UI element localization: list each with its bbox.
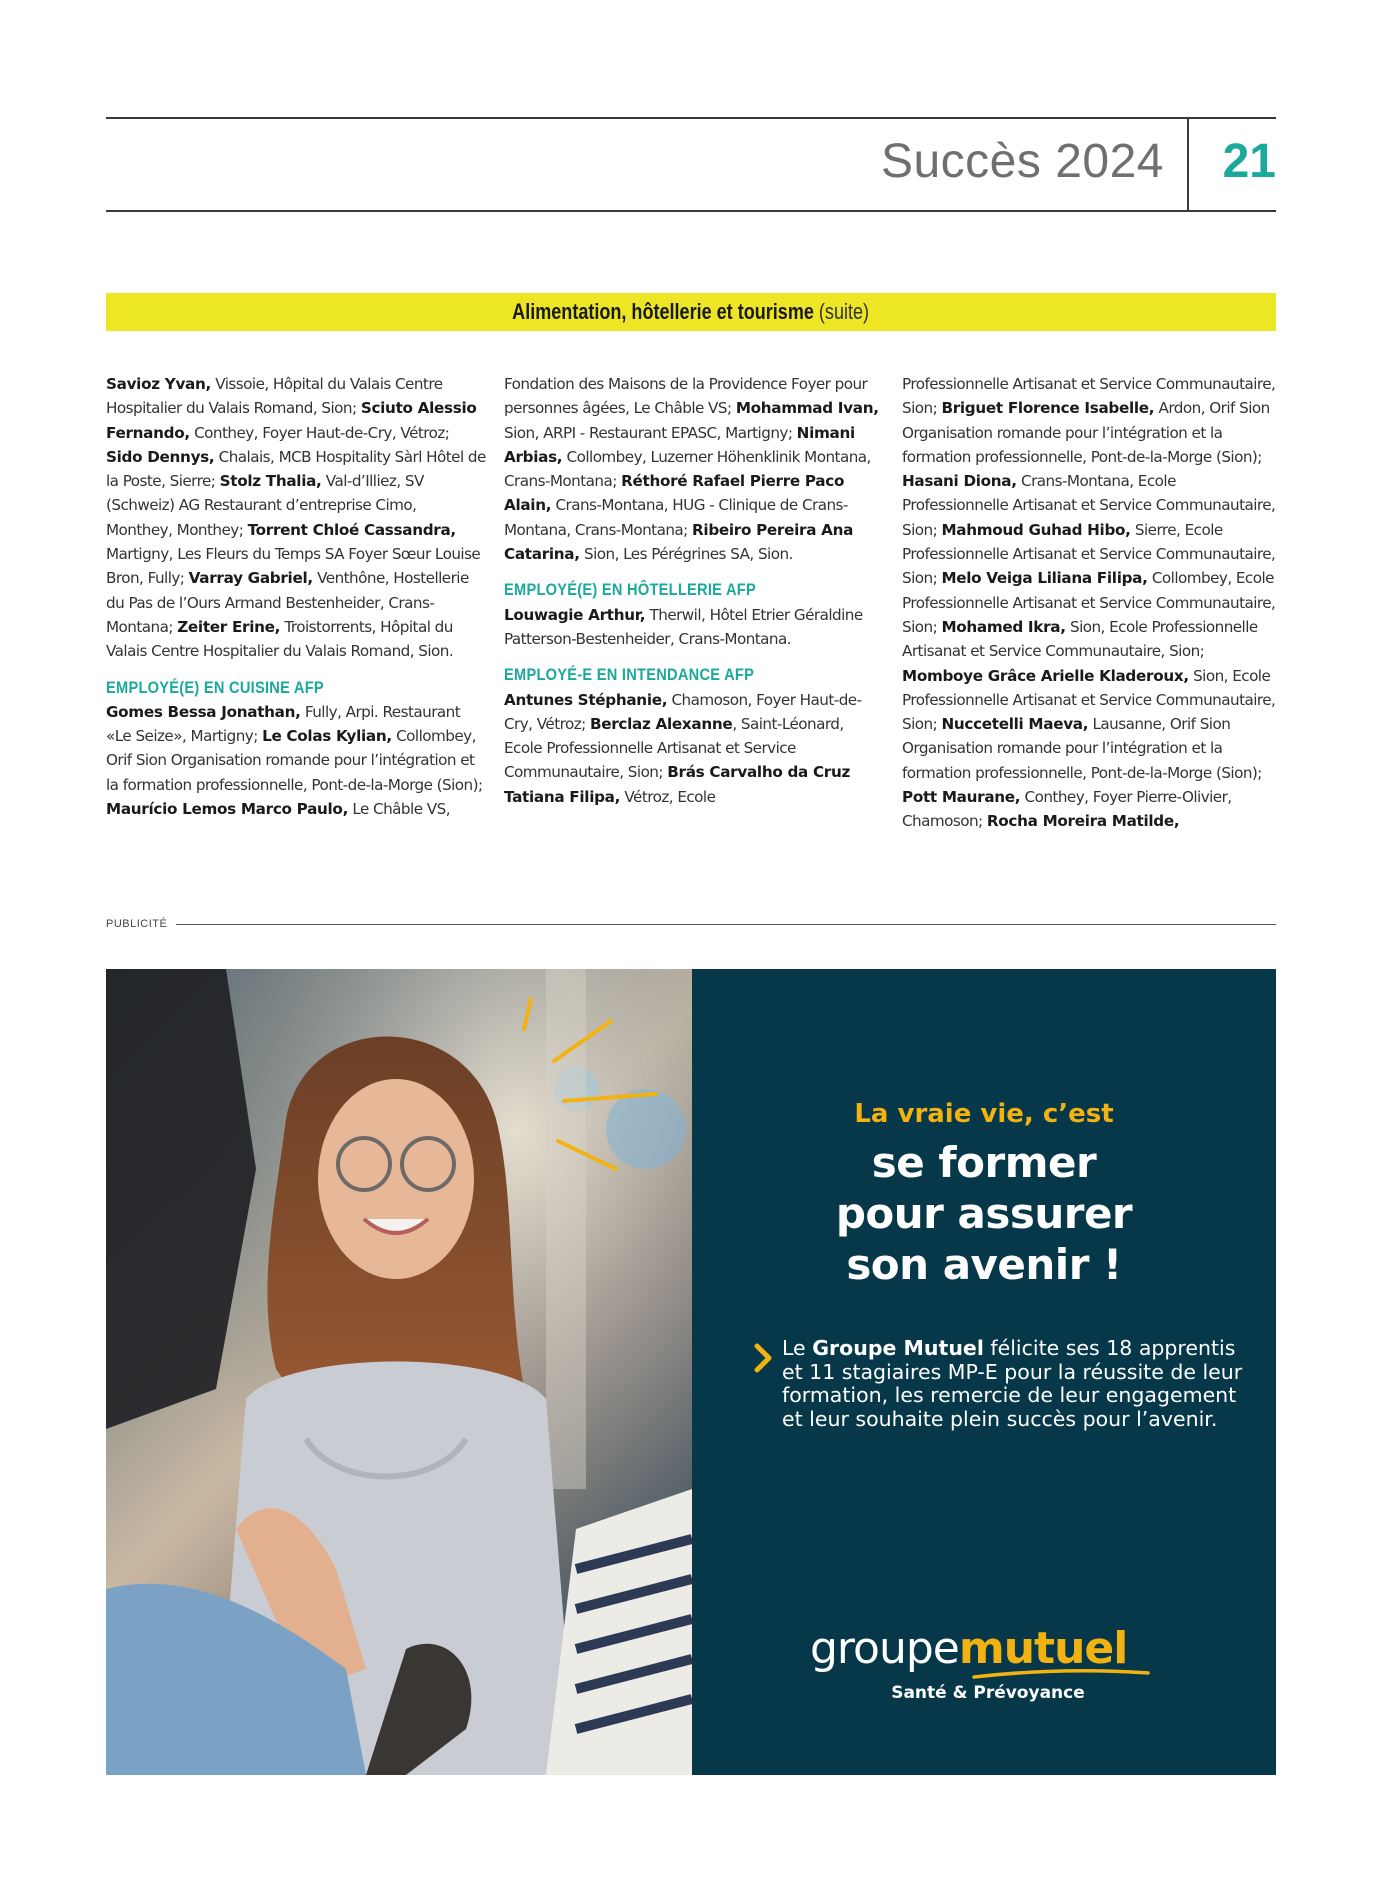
laureate-details: Vétroz, Ecole [620, 787, 716, 806]
laureates-paragraph [902, 372, 1280, 834]
laureates-paragraph [504, 688, 884, 809]
laureate-details: Conthey, Foyer Pierre-Olivier, Chamoson; [902, 788, 1232, 831]
laureate-name: Mahmoud Guhad Hibo, [941, 520, 1131, 539]
laureate-details: Vissoie, Hôpital du Valais Centre Hospitalier du Valais Romand, Sion; [106, 375, 443, 418]
section-title-text: Alimentation, hôtellerie et tourisme [512, 299, 815, 324]
section-title-suffix: (suite) [819, 299, 870, 324]
laureate-details: Crans-Montana, Ecole Professionnelle Artisanat et Service Communautaire, Sion; [902, 472, 1276, 539]
subsection-heading: EMPLOYÉ(E) EN HÔTELLERIE AFP [504, 580, 756, 600]
laureate-details: Therwil, Hôtel Etrier Géraldine Patterson-Bestenheider, Crans-Montana. [504, 605, 863, 648]
laureate-name: Gomes Bessa Jonathan, [106, 702, 301, 721]
laureate-details: Val-d’Illiez, SV (Schweiz) AG Restaurant d’entreprise Cimo, Monthey, Monthey; [106, 472, 424, 539]
header-separator [1187, 117, 1189, 212]
advert-tagline-line-2: pour assurer [835, 1189, 1133, 1238]
advertisement [106, 969, 1276, 1775]
laureate-name: Louwagie Arthur, [504, 605, 646, 624]
logo-text-mutuel: mutuel [958, 1623, 1128, 1674]
laureate-name: Rocha Moreira Matilde, [986, 812, 1180, 831]
section-heading-bar [106, 293, 1276, 331]
advert-panel [692, 969, 1276, 1775]
laureate-details: Sierre, Ecole Professionnelle Artisanat et Service Communautaire, Sion; [902, 520, 1276, 588]
laureate-name: Mohamed Ikra, [941, 617, 1066, 636]
laureate-name: Mohammad Ivan, [735, 399, 879, 418]
laureate-name: Stolz Thalia, [219, 472, 322, 491]
advert-body-brand: Groupe Mutuel [812, 1336, 984, 1360]
laureate-details: Ardon, Orif Sion Organisation romande pour l’intégration et la formation professionnelle, Pont-de-la-Morge (Sion); [902, 399, 1270, 466]
laureate-name: Momboye Grâce Arielle Kladeroux, [902, 666, 1189, 685]
advert-photo-illustration [106, 969, 692, 1775]
laureate-name: Brás Carvalho da Cruz Tatiana Filipa, [504, 763, 851, 806]
laureate-details: Le Châble VS, [348, 800, 450, 819]
laureate-name: Torrent Chloé Cassandra, [247, 520, 456, 539]
laureate-details: Crans-Montana, HUG - Clinique de Crans-Montana, Crans-Montana; [504, 496, 848, 539]
advert-label: PUBLICITÉ [106, 918, 168, 930]
laureate-details: Venthône, Hostellerie du Pas de l’Ours Armand Bestenheider, Crans-Montana; [106, 569, 469, 636]
page-header-title: Succès 2024 [880, 135, 1164, 188]
header-rule-top [106, 117, 1276, 119]
laureate-name: Le Colas Kylian, [262, 727, 392, 746]
laureate-name: Briguet Florence Isabelle, [941, 399, 1155, 418]
header-rule-bottom [106, 210, 1276, 212]
laureate-name: Pott Maurane, [902, 788, 1021, 807]
logo-text-groupe: groupe [810, 1623, 959, 1674]
advert-photo [106, 969, 692, 1775]
laureate-details: Fondation des Maisons de la Providence Foyer pour personnes âgées, Le Châble VS; [504, 375, 868, 418]
laureates-columns [106, 372, 1276, 882]
text-column-2 [504, 372, 884, 882]
subsection-heading: EMPLOYÉ(E) EN CUISINE AFP [106, 677, 324, 697]
text-column-3 [902, 372, 1280, 882]
subsection-heading: EMPLOYÉ-E EN INTENDANCE AFP [504, 665, 755, 685]
laureate-details: Fully, Arpi. Restaurant «Le Seize», Martigny; [106, 702, 461, 746]
laureate-details: Collombey, Luzerner Höhenklinik Montana, Crans-Montana; [504, 447, 871, 491]
laureate-details: Sion, ARPI - Restaurant EPASC, Martigny; [504, 423, 797, 442]
page-number: 21 [1222, 135, 1276, 188]
laureate-name: Maurício Lemos Marco Paulo, [106, 800, 349, 819]
laureate-details: Troistorrents, Hôpital du Valais Centre Hospitalier du Valais Romand, Sion. [106, 617, 454, 661]
laureate-name: Sido Dennys, [106, 447, 215, 466]
advert-body-after: félicite ses 18 apprentis et 11 stagiaires MP-E pour la réussite de leur formation, les remercie de leur engagement et leur souhaite plein succès pour l’avenir. [782, 1336, 1243, 1431]
laureate-name: Ribeiro Pereira Ana Catarina, [504, 520, 854, 564]
laureate-details: Conthey, Foyer Haut-de-Cry, Vétroz; [189, 423, 450, 442]
laureate-details: Sion, Les Pérégrines SA, Sion. [579, 545, 793, 564]
laureate-details: , Saint-Léonard, Ecole Professionnelle Artisanat et Service Communautaire, Sion; [504, 714, 844, 782]
laureate-details: Martigny, Les Fleurs du Temps SA Foyer Sœur Louise Bron, Fully; [106, 545, 481, 588]
advert-tagline-line-1: se former [871, 1138, 1097, 1187]
laureates-paragraph [504, 603, 884, 652]
laureate-name: Sciuto Alessio Fernando, [106, 399, 477, 442]
laureates-paragraph [504, 372, 884, 566]
section-title [513, 293, 870, 331]
laureate-name: Varray Gabriel, [188, 569, 313, 588]
advert-rule [176, 924, 1276, 925]
advert-tagline-small: La vraie vie, c’est [854, 1099, 1114, 1129]
laureate-name: Nuccetelli Maeva, [941, 715, 1089, 734]
advert-tagline-line-3: son avenir ! [846, 1240, 1122, 1289]
laureate-details: Lausanne, Orif Sion Organisation romande pour l’intégration et la formation professionnelle, Pont-de-la-Morge (Sion); [902, 715, 1262, 782]
text-column-1 [106, 372, 486, 882]
logo-subtitle: Santé & Prévoyance [891, 1683, 1085, 1703]
laureate-name: Zeiter Erine, [177, 617, 281, 636]
laureate-details: Chalais, MCB Hospitality Sàrl Hôtel de la Poste, Sierre; [106, 447, 486, 491]
laureates-paragraph [106, 372, 486, 664]
laureate-details: Chamoson, Foyer Haut-de-Cry, Vétroz; [504, 690, 862, 733]
advert-tagline [692, 1137, 1276, 1290]
laureate-details: Professionnelle Artisanat et Service Communautaire, Sion; [902, 375, 1276, 418]
laureate-name: Réthoré Rafael Pierre Paco Alain, [504, 472, 845, 515]
laureate-details: Collombey, Ecole Professionnelle Artisanat et Service Communautaire, Sion; [902, 569, 1276, 636]
laureates-paragraph [106, 700, 486, 821]
laureate-name: Berclaz Alexanne [589, 714, 733, 733]
logo-swoosh-icon [972, 1667, 1150, 1681]
laureate-details: Collombey, Orif Sion Organisation romande pour l’intégration et la formation professionnelle, Pont-de-la-Morge (Sion); [106, 727, 483, 794]
laureate-name: Antunes Stéphanie, [504, 690, 668, 709]
laureate-name: Nimani Arbias, [504, 423, 855, 466]
chevron-right-icon [752, 1343, 774, 1373]
laureate-details: Sion, Ecole Professionnelle Artisanat et Service Communautaire, Sion; [902, 666, 1276, 734]
laureate-name: Melo Veiga Liliana Filipa, [941, 569, 1148, 588]
laureate-name: Hasani Diona, [902, 472, 1017, 491]
advert-body-before: Le [782, 1336, 813, 1360]
laureate-name: Savioz Yvan, [106, 375, 211, 393]
laureate-details: Sion, Ecole Professionnelle Artisanat et Service Communautaire, Sion; [902, 617, 1258, 661]
advert-body-text [782, 1337, 1252, 1431]
